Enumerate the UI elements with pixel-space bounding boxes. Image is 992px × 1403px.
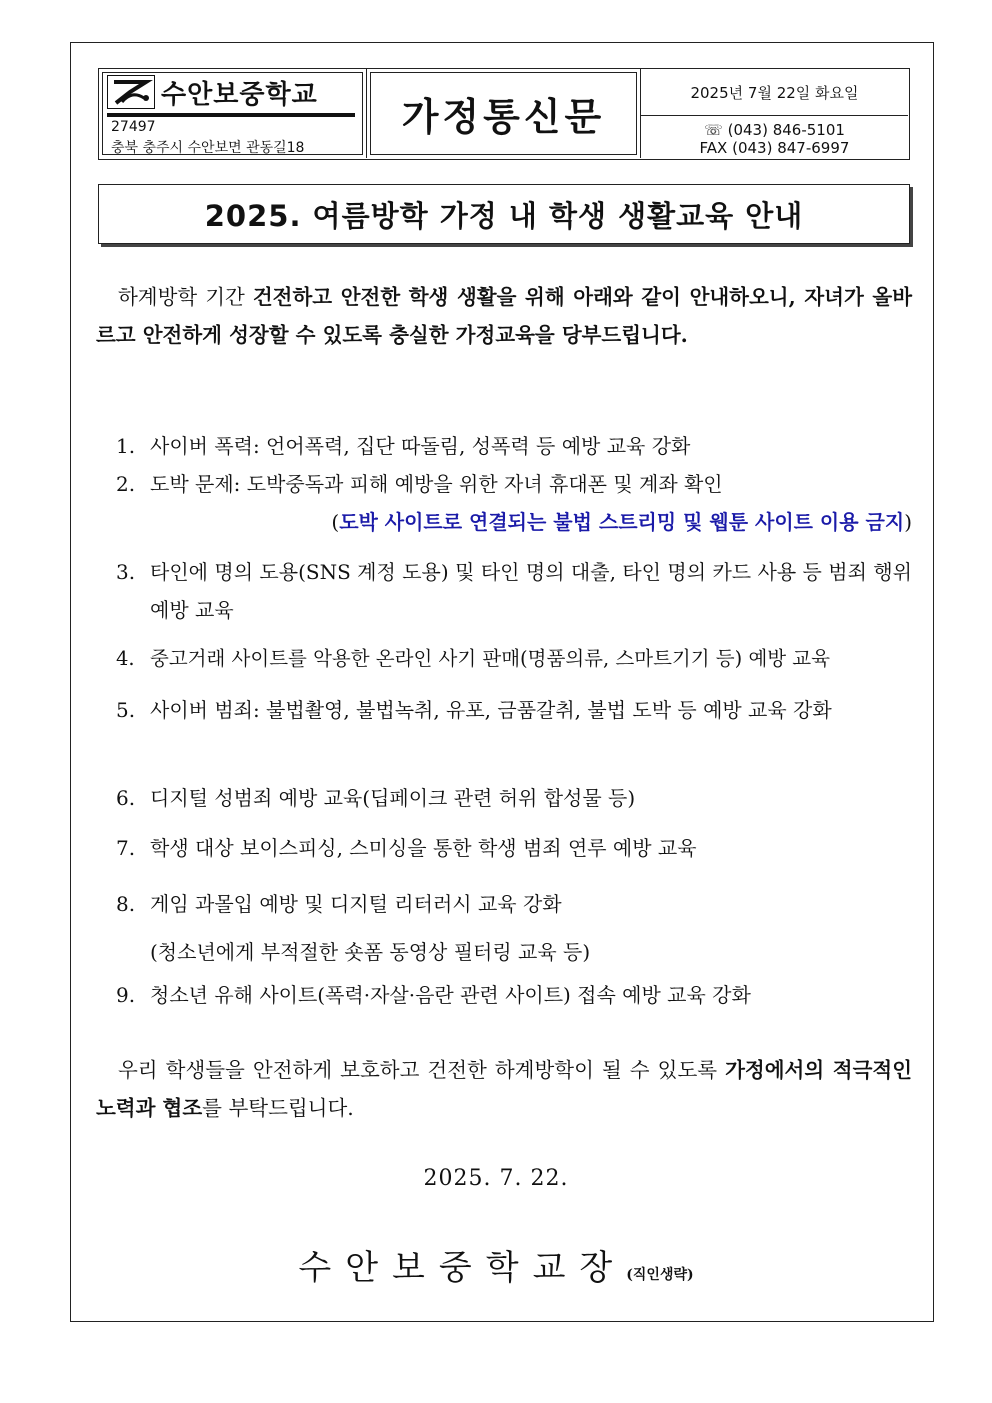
list-item: 6. 디지털 성범죄 예방 교육(딥페이크 관련 허위 합성물 등): [116, 786, 636, 810]
intro-paragraph: 하계방학 기간 건전하고 안전한 학생 생활을 위해 아래와 같이 안내하오니, 자녀가 올바르고 안전하게 성장할 수 있도록 충실한 가정교육을 당부드립니다.: [96, 285, 913, 347]
list-item: 8. 게임 과몰입 예방 및 디지털 리터러시 교육 강화 (청소년에게 부적절한 숏폼 동영상 필터링 교육 등): [116, 892, 591, 964]
phone-number: ☏ (043) 846-5101: [704, 121, 845, 139]
document-date: 2025. 7. 22.: [423, 1166, 569, 1191]
issue-date: 2025년 7월 22일 화요일: [641, 69, 908, 116]
list-item: 4. 중고거래 사이트를 악용한 온라인 사기 판매(명품의류, 스마트기기 등) 예방 교육: [116, 647, 830, 670]
doc-type: 가정통신문: [401, 95, 606, 139]
school-address: 충북 충주시 수안보면 관동길18: [111, 140, 305, 156]
school-name: 수안보중학교: [161, 79, 318, 110]
list-item: 5. 사이버 범죄: 불법촬영, 불법녹취, 유포, 금품갈취, 불법 도박 등 예방 교육 강화: [116, 698, 832, 722]
info-block: [641, 69, 908, 158]
seal-note: (직인생략): [626, 1267, 694, 1283]
list-item: 3. 타인에 명의 도용(SNS 계정 도용) 및 타인 명의 대출, 타인 명의 카드 사용 등 범죄 행위 예방 교육: [116, 560, 912, 622]
fax-number: FAX (043) 847-6997: [699, 139, 850, 157]
page-title: 2025. 여름방학 가정 내 학생 생활교육 안내: [98, 184, 910, 244]
school-logo-icon: [107, 75, 155, 109]
doc-type-block: [367, 69, 641, 158]
list-item: 9. 청소년 유해 사이트(폭력·자살·음란 관련 사이트) 접속 예방 교육 강화: [116, 983, 751, 1007]
school-block: [99, 69, 367, 158]
signature: 수안보중학교장(직인생략): [298, 1248, 694, 1288]
warning-note: 도박 사이트로 연결되는 불법 스트리밍 및 웹툰 사이트 이용 금지: [339, 510, 905, 534]
list-item: 7. 학생 대상 보이스피싱, 스미싱을 통한 학생 범죄 연루 예방 교육: [116, 836, 697, 860]
header-table: [98, 68, 910, 160]
list-item: 1. 사이버 폭력: 언어폭력, 집단 따돌림, 성폭력 등 예방 교육 강화: [116, 434, 691, 458]
closing-paragraph: 우리 학생들을 안전하게 보호하고 건전한 하계방학이 될 수 있도록 가정에서의 적극적인 노력과 협조를 부탁드립니다.: [96, 1058, 913, 1120]
zip-code: 27497: [111, 119, 156, 135]
list-item: 2. 도박 문제: 도박중독과 피해 예방을 위한 자녀 휴대폰 및 계좌 확인 (도박 사이트로 연결되는 불법 스트리밍 및 웹툰 사이트 이용 금지): [116, 472, 912, 534]
